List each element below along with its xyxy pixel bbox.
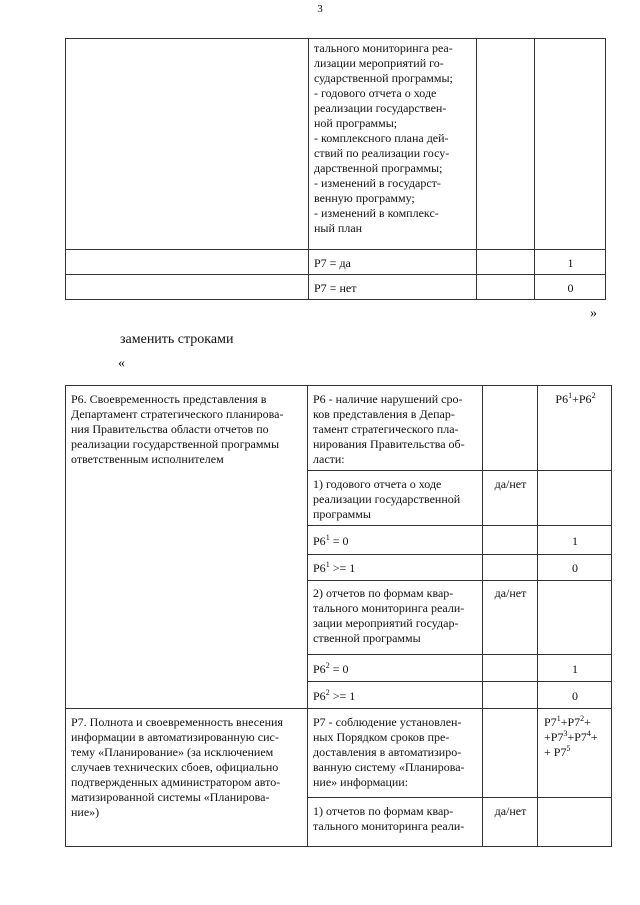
text-line: 1) отчетов по формам квар- [313, 804, 454, 818]
text-line: Р7. Полнота и своевременность внесения [71, 715, 283, 729]
condition-cell: $Р6^1 = 0$ [308, 526, 483, 555]
score-cell [538, 471, 612, 526]
table-row [66, 386, 612, 471]
text-line: реализации государственной [313, 492, 461, 506]
text-line: ние») [71, 805, 100, 819]
subcriterion-cell [308, 581, 483, 655]
text-line: ствий по реализации госу- [314, 146, 450, 160]
score-value: 1 [535, 250, 606, 275]
indicator-p7 [66, 709, 308, 847]
unit-cell: да/нет [483, 798, 538, 847]
text-line: лизации мероприятий го- [314, 56, 444, 70]
text-line: - годового отчета о ходе [314, 86, 437, 100]
unit-cell: да/нет [483, 581, 538, 655]
score-value: 0 [535, 275, 606, 300]
text-line: ванную систему «Планирова- [313, 760, 465, 774]
condition-cell: $Р6^2 >= 1$ [308, 682, 483, 709]
text-line: - комплексного плана дей- [314, 131, 449, 145]
criterion-p7 [308, 709, 483, 798]
score-value: 0 [538, 682, 612, 709]
text-line: 1) годового отчета о ходе [313, 477, 442, 491]
text-line: дарственной программы; [314, 161, 443, 175]
text-line: - изменений в комплекс- [314, 206, 439, 220]
text-line: ственной программы [313, 631, 421, 645]
score-value: 1 [538, 526, 612, 555]
text-line: тального мониторинга реали- [313, 601, 465, 615]
text-line: ние» информации: [313, 775, 409, 789]
criteria-table-bottom [65, 385, 612, 847]
text-line: Р6. Своевременность представления в [71, 392, 267, 406]
replace-instruction: заменить строками [120, 332, 234, 347]
indicator-cell [66, 250, 309, 275]
score-cell [538, 798, 612, 847]
text-line: нирования Правительства об- [313, 437, 465, 451]
score-value: 0 [538, 555, 612, 581]
criteria-table-top [65, 38, 606, 300]
text-line: Департамент стратегического планирова- [71, 407, 284, 421]
text-line: зации мероприятий государ- [313, 616, 459, 630]
page-number: 3 [317, 3, 323, 15]
unit-cell [477, 39, 535, 250]
table-row [66, 250, 606, 275]
score-value: 1 [538, 655, 612, 682]
table-row [66, 709, 612, 798]
text-line: тему «Планирование» (за исключением [71, 745, 274, 759]
condition-cell: Р7 = нет [309, 275, 477, 300]
unit-cell [483, 555, 538, 581]
text-line: ласти: [313, 452, 345, 466]
score-cell [535, 39, 606, 250]
indicator-cell [66, 275, 309, 300]
unit-cell [483, 682, 538, 709]
subcriterion-cell [308, 471, 483, 526]
text-line: 2) отчетов по формам квар- [313, 586, 454, 600]
unit-cell: да/нет [483, 471, 538, 526]
unit-cell [483, 655, 538, 682]
condition-cell: $Р6^2 = 0$ [308, 655, 483, 682]
indicator-p6 [66, 386, 308, 709]
text-line: информации в автоматизированную сис- [71, 730, 279, 744]
closing-quote: » [590, 306, 597, 321]
text-line: ных Порядком сроков пре- [313, 730, 450, 744]
unit-cell [483, 386, 538, 471]
text-line: ный план [314, 221, 363, 235]
text-line: - изменений в государст- [314, 176, 441, 190]
subcriterion-cell [308, 798, 483, 847]
score-cell [538, 581, 612, 655]
text-line: ния Правительства области отчетов по [71, 422, 269, 436]
text-line: Р7 - соблюдение установлен- [313, 715, 462, 729]
text-line: тамент стратегического пла- [313, 422, 459, 436]
text-line: программы [313, 507, 371, 521]
unit-cell [483, 526, 538, 555]
text-line: Р6 - наличие нарушений сро- [313, 392, 463, 406]
text-line: тального мониторинга реа- [314, 41, 453, 55]
text-line: подтвержденных администратором авто- [71, 775, 281, 789]
unit-cell [477, 275, 535, 300]
text-line: тального мониторинга реали- [313, 819, 465, 833]
text-line: ков представления в Депар- [313, 407, 455, 421]
condition-cell: $Р6^1 >= 1$ [308, 555, 483, 581]
text-line: сударственной программы; [314, 71, 453, 85]
text-line: ной программы; [314, 116, 398, 130]
criterion-p6 [308, 386, 483, 471]
condition-cell: Р7 = да [309, 250, 477, 275]
formula-p6: $Р6^1+Р6^2$ [538, 386, 612, 471]
indicator-cell [66, 39, 309, 250]
text-line: случаев технических сбоев, официально [71, 760, 279, 774]
text-line: реализации государственной программы [71, 437, 280, 451]
unit-cell [477, 250, 535, 275]
text-line: реализации государствен- [314, 101, 447, 115]
text-line: венную программу; [314, 191, 415, 205]
unit-cell [483, 709, 538, 798]
formula-p7: $Р7^1+Р7^2+$ $+Р7^3+Р7^4+$ + $Р7^5$ [538, 709, 612, 798]
text-line: матизированной системы «Планирова- [71, 790, 270, 804]
opening-quote: « [118, 356, 125, 371]
criterion-continuation-cell [309, 39, 477, 250]
text-line: доставления в автоматизиро- [313, 745, 462, 759]
text-line: ответственным исполнителем [71, 452, 224, 466]
table-row [66, 275, 606, 300]
